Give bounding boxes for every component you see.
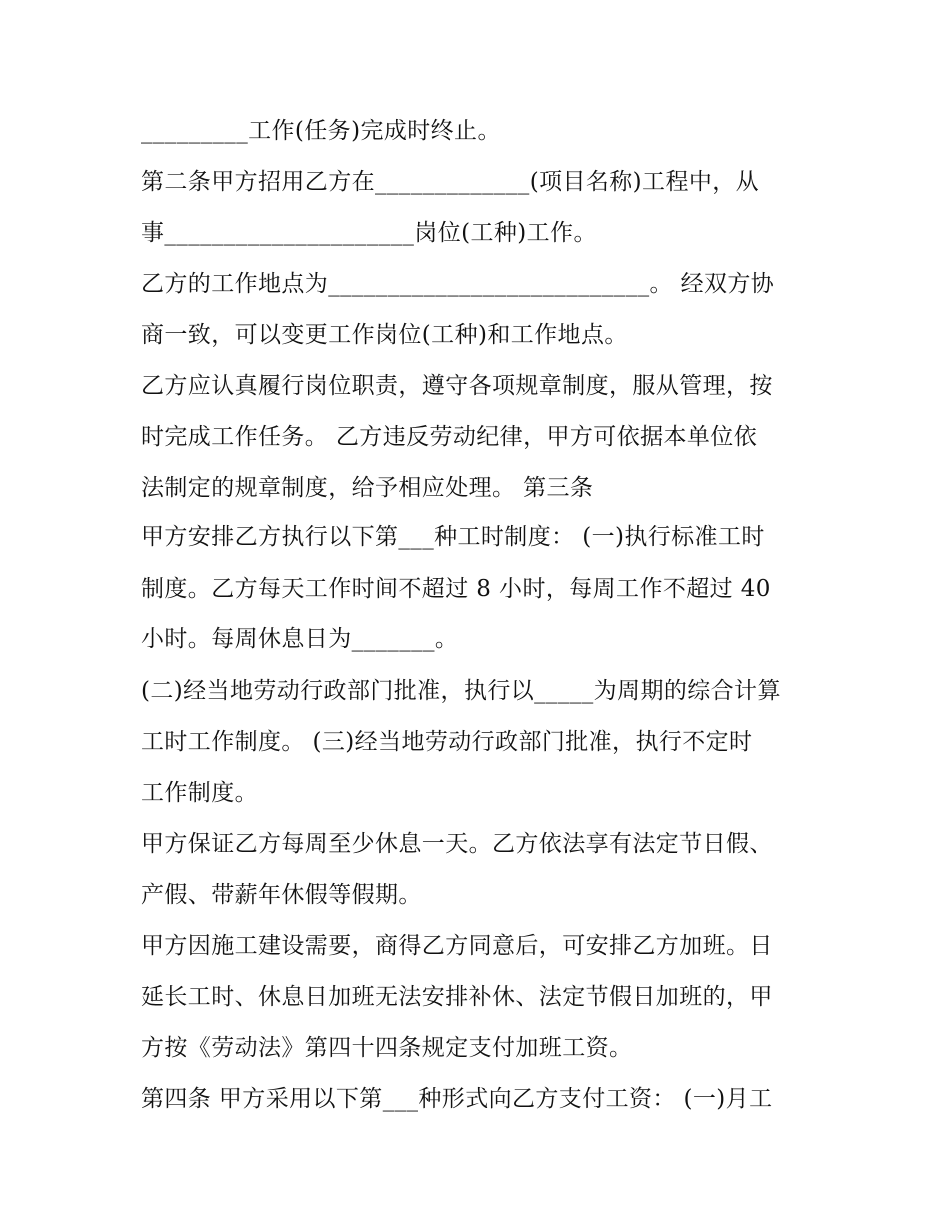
text-line: 产假、带薪年休假等假期。 <box>141 882 422 908</box>
text-line: 甲方因施工建设需要，商得乙方同意后，可安排乙方加班。日 <box>141 933 773 959</box>
text-line: 第二条甲方招用乙方在_____________(项目名称)工程中，从 <box>141 169 760 195</box>
text-line: 小时。每周休息日为_______。 <box>141 626 459 652</box>
text-line: 时完成工作任务。 乙方违反劳动纪律，甲方可依据本单位依 <box>141 424 758 450</box>
text-line: 延长工时、休息日加班无法安排补休、法定节假日加班的，甲 <box>141 984 773 1010</box>
text-line: 制度。乙方每天工作时间不超过 8 小时，每周工作不超过 40 <box>141 576 771 602</box>
text-line: 事_____________________岗位(工种)工作。 <box>141 220 597 246</box>
text-line: (二)经当地劳动行政部门批准，执行以_____为周期的综合计算 <box>141 678 781 704</box>
text-line: 甲方保证乙方每周至少休息一天。乙方依法享有法定节日假、 <box>141 831 773 857</box>
text-line: 乙方的工作地点为___________________________。 经双方协 <box>141 271 775 297</box>
text-line: 乙方应认真履行岗位职责，遵守各项规章制度，服从管理，按 <box>141 373 773 399</box>
text-line: 方按《劳动法》第四十四条规定支付加班工资。 <box>141 1035 633 1061</box>
text-line: 第四条 甲方采用以下第___种形式向乙方支付工资： (一)月工 <box>141 1086 773 1112</box>
text-line: _________工作(任务)完成时终止。 <box>141 118 501 144</box>
text-line: 工时工作制度。 (三)经当地劳动行政部门批准，执行不定时 <box>141 729 753 755</box>
text-line: 工作制度。 <box>141 780 258 806</box>
text-line: 商一致，可以变更工作岗位(工种)和工作地点。 <box>141 322 628 348</box>
text-line: 法制定的规章制度，给予相应处理。 第三条 <box>141 475 594 501</box>
text-line: 甲方安排乙方执行以下第___种工时制度： (一)执行标准工时 <box>141 524 765 550</box>
